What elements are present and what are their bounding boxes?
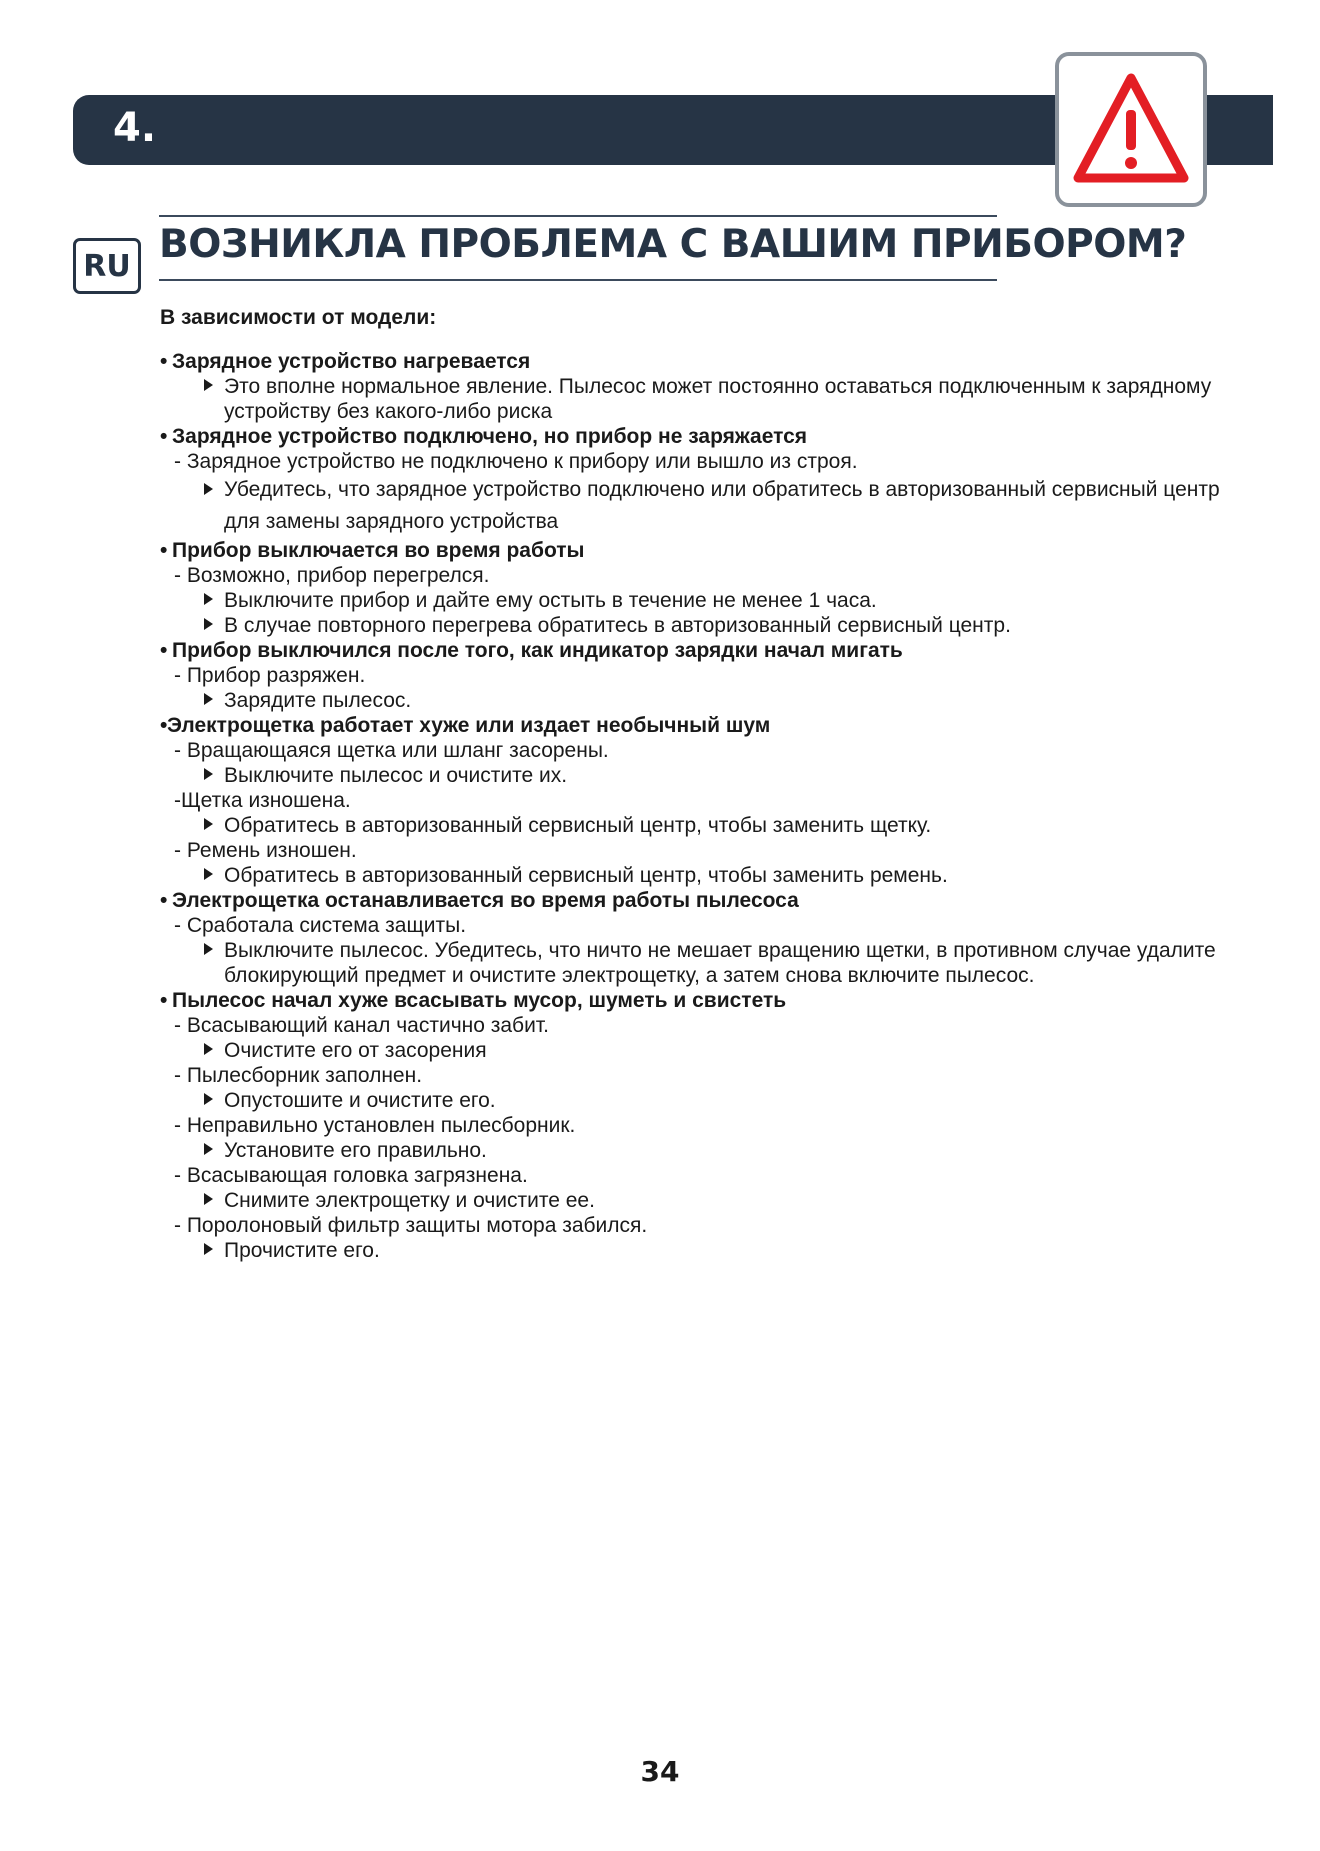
triangle-bullet-icon	[204, 1143, 213, 1155]
cause-item: - Неправильно установлен пылесборник.	[174, 1114, 576, 1137]
cause-item: - Ремень изношен.	[174, 839, 357, 862]
page-title: ВОЗНИКЛА ПРОБЛЕМА С ВАШИМ ПРИБОРОМ?	[159, 222, 1187, 267]
problem-item	[160, 638, 1220, 713]
problem-title: • Зарядное устройство нагревается	[160, 350, 531, 373]
action-item: Очистите его от засорения	[204, 1038, 1220, 1063]
action-item: Это вполне нормальное явление. Пылесос может постоянно оставаться подключенным к зарядному устройству без какого-либо риска	[204, 374, 1220, 424]
action-item: Снимите электрощетку и очистите ее.	[204, 1188, 1220, 1213]
triangle-bullet-icon	[204, 868, 213, 880]
triangle-bullet-icon	[204, 1243, 213, 1255]
action-item: Обратитесь в авторизованный сервисный центр, чтобы заменить щетку.	[204, 813, 1220, 838]
intro-text: В зависимости от модели:	[160, 306, 437, 329]
action-item: Выключите прибор и дайте ему остыть в течение не менее 1 часа.	[204, 588, 1220, 613]
cause-item: - Возможно, прибор перегрелся.	[174, 564, 490, 587]
cause-item: - Всасывающий канал частично забит.	[174, 1014, 549, 1037]
triangle-bullet-icon	[204, 693, 213, 705]
action-item: Выключите пылесос. Убедитесь, что ничто не мешает вращению щетки, в противном случае удалите блокирующий предмет и очистите электрощетку, а затем снова включите пылесос.	[204, 938, 1220, 988]
triangle-bullet-icon	[204, 1093, 213, 1105]
problem-title: • Прибор выключается во время работы	[160, 539, 585, 562]
action-item: Обратитесь в авторизованный сервисный центр, чтобы заменить ремень.	[204, 863, 1220, 888]
triangle-bullet-icon	[204, 618, 213, 630]
action-item: Убедитесь, что зарядное устройство подключено или обратитесь в авторизованный сервисный центр для замены зарядного устройства	[204, 474, 1220, 538]
action-item: Опустошите и очистите его.	[204, 1088, 1220, 1113]
problem-item	[160, 888, 1220, 988]
cause-item: - Вращающаяся щетка или шланг засорены.	[174, 739, 609, 762]
triangle-bullet-icon	[204, 768, 213, 780]
problem-item	[160, 988, 1220, 1263]
action-item: Выключите пылесос и очистите их.	[204, 763, 1220, 788]
problem-item	[160, 538, 1220, 638]
warning-box	[1055, 52, 1207, 207]
triangle-bullet-icon	[204, 818, 213, 830]
title-rule-bottom	[159, 279, 997, 281]
action-item: Прочистите его.	[204, 1238, 1220, 1263]
triangle-bullet-icon	[204, 1193, 213, 1205]
problem-title: • Пылесос начал хуже всасывать мусор, шуметь и свистеть	[160, 989, 787, 1012]
triangle-bullet-icon	[204, 593, 213, 605]
language-badge: RU	[73, 238, 141, 294]
triangle-bullet-icon	[204, 1043, 213, 1055]
action-item: Зарядите пылесос.	[204, 688, 1220, 713]
cause-item: - Зарядное устройство не подключено к прибору или вышло из строя.	[174, 450, 858, 473]
cause-item: - Пылесборник заполнен.	[174, 1064, 423, 1087]
title-rule-top	[159, 215, 997, 217]
problem-title: • Зарядное устройство подключено, но прибор не заряжается	[160, 425, 808, 448]
problem-title: • Прибор выключился после того, как индикатор зарядки начал мигать	[160, 639, 903, 662]
warning-triangle-icon	[1070, 70, 1192, 190]
triangle-bullet-icon	[204, 483, 213, 495]
cause-item: - Прибор разряжен.	[174, 664, 366, 687]
triangle-bullet-icon	[204, 943, 213, 955]
problem-item	[160, 713, 1220, 888]
triangle-bullet-icon	[204, 379, 213, 391]
problem-item	[160, 424, 1220, 538]
action-item: В случае повторного перегрева обратитесь в авторизованный сервисный центр.	[204, 613, 1220, 638]
action-item: Установите его правильно.	[204, 1138, 1220, 1163]
problem-item	[160, 349, 1220, 424]
cause-item: - Сработала система защиты.	[174, 914, 467, 937]
section-number: 4.	[113, 105, 157, 151]
problem-title: • Электрощетка останавливается во время работы пылесоса	[160, 889, 799, 912]
cause-item: - Всасывающая головка загрязнена.	[174, 1164, 528, 1187]
cause-item: -Щетка изношена.	[174, 789, 351, 812]
page-number: 34	[640, 1755, 680, 1788]
troubleshooting-list	[160, 305, 1220, 1263]
cause-item: - Поролоновый фильтр защиты мотора забился.	[174, 1214, 648, 1237]
problem-title: •Электрощетка работает хуже или издает необычный шум	[160, 714, 771, 737]
